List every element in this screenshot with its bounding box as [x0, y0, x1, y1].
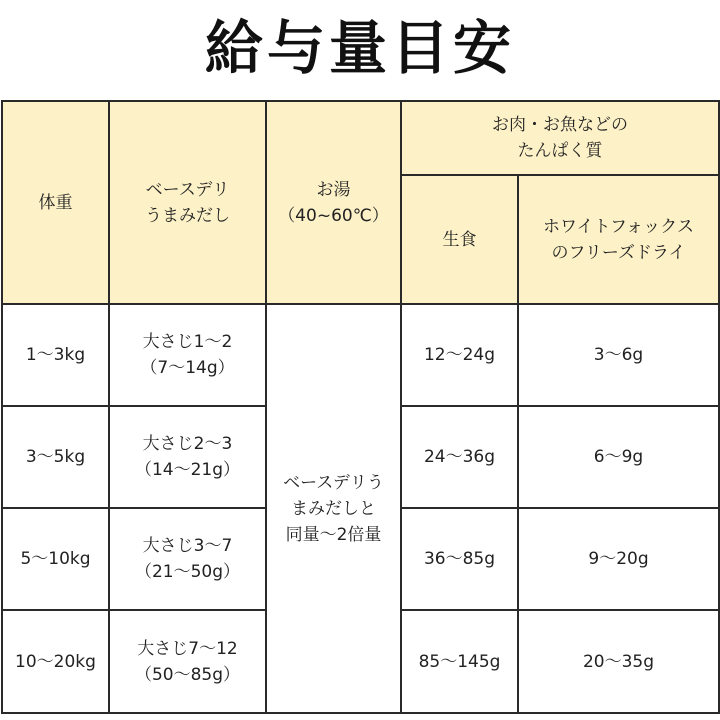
raw-cell: 36〜85g	[401, 508, 518, 610]
header-dashi: ベースデリ うまみだし	[109, 101, 266, 304]
dashi-cell: 大さじ7〜12 （50〜85g）	[109, 610, 266, 713]
header-weight: 体重	[2, 101, 109, 304]
feeding-table	[1, 100, 720, 714]
table-row	[2, 304, 719, 406]
header-water: お湯 （40~60℃）	[266, 101, 401, 304]
page-title: 給与量目安	[204, 14, 515, 82]
weight-cell: 1〜3kg	[2, 304, 109, 406]
weight-cell: 5〜10kg	[2, 508, 109, 610]
raw-cell: 12〜24g	[401, 304, 518, 406]
weight-cell: 3〜5kg	[2, 406, 109, 508]
raw-cell: 85〜145g	[401, 610, 518, 713]
freeze-dried-cell: 9〜20g	[518, 508, 719, 610]
freeze-dried-cell: 6〜9g	[518, 406, 719, 508]
header-freeze-dried: ホワイトフォックス のフリーズドライ	[518, 175, 719, 304]
weight-cell: 10〜20kg	[2, 610, 109, 713]
freeze-dried-cell: 20〜35g	[518, 610, 719, 713]
dashi-cell: 大さじ1〜2 （7〜14g）	[109, 304, 266, 406]
freeze-dried-cell: 3〜6g	[518, 304, 719, 406]
dashi-cell: 大さじ3〜7 （21〜50g）	[109, 508, 266, 610]
raw-cell: 24〜36g	[401, 406, 518, 508]
water-instruction-cell: ベースデリう まみだしと 同量〜2倍量	[266, 304, 401, 713]
header-raw: 生食	[401, 175, 518, 304]
dashi-cell: 大さじ2〜3 （14〜21g）	[109, 406, 266, 508]
header-protein: お肉・お魚などの たんぱく質	[401, 101, 719, 175]
